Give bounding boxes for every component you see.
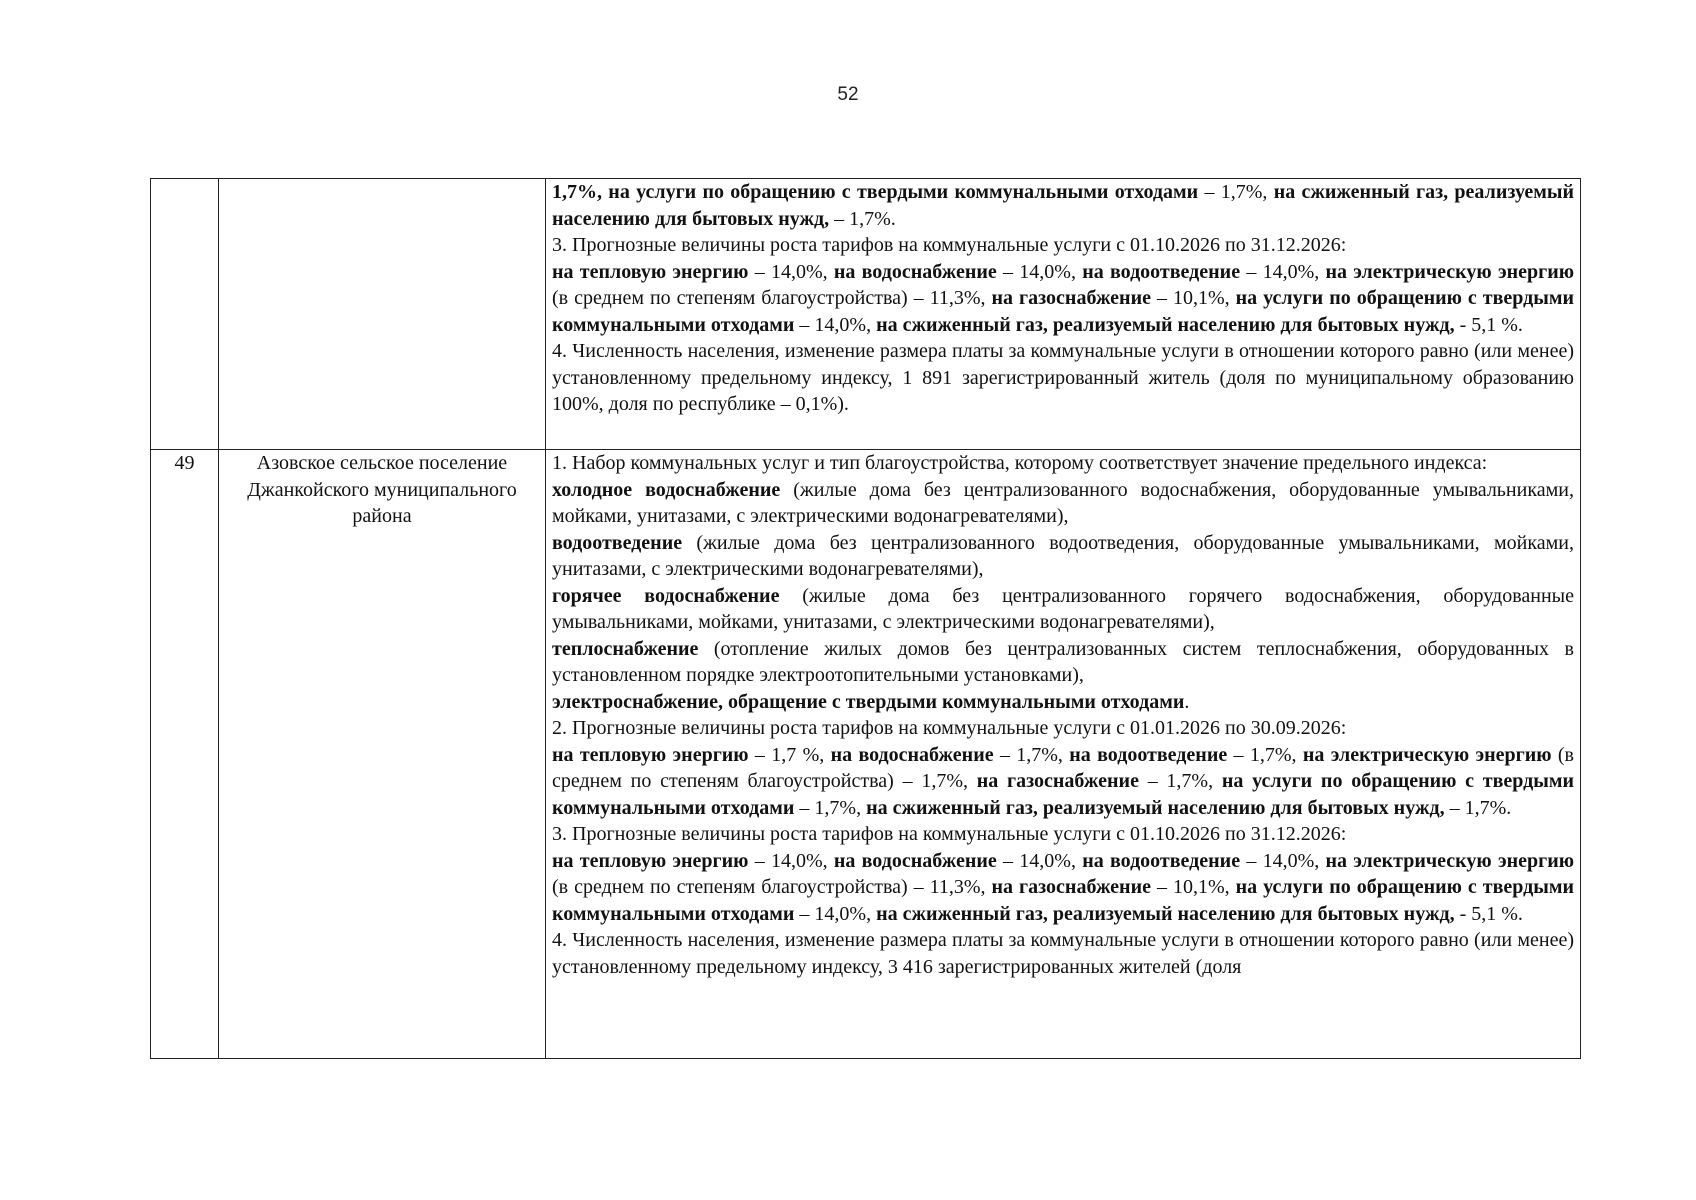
section-3-tariffs: на тепловую энергию – 14,0%, на водоснабжение – 14,0%, на водоотведение – 14,0%, на электрическую энергию (в среднем по степеням благоустройства) – 11,3%, на газоснабжение – 10,1%, на услуги по обращению с твердыми коммунальными отходами – 14,0%, на сжиженный газ, реализуемый населению для бытовых нужд, - 5,1 %.: [552, 260, 1574, 336]
section-2-tariffs: на тепловую энергию – 1,7 %, на водоснабжение – 1,7%, на водоотведение – 1,7%, на электрическую энергию (в среднем по степеням благоустройства) – 1,7%, на газоснабжение – 1,7%, на услуги по обращению с твердыми коммунальными отходами – 1,7%, на сжиженный газ, реализуемый населению для бытовых нужд, – 1,7%.: [552, 743, 1574, 819]
section-2-intro: 2. Прогнозные величины роста тарифов на коммунальные услуги с 01.01.2026 по 30.09.2026:: [552, 717, 1347, 739]
service-wastewater: водоотведение (жилые дома без централизованного водоотведения, оборудованные умывальниками, мойками, унитазами, с электрическими водонагревателями),: [552, 531, 1574, 580]
municipality-name-cell: Азовское сельское поселение Джанкойского муниципального района: [219, 450, 546, 1059]
section-4-population: 4. Численность населения, изменение размера платы за коммунальные услуги в отношении которого равно (или менее) установленному предельному индексу, 1 891 зарегистрированный житель (доля по муниципальному образованию 100%, доля по республике – 0,1%).: [552, 340, 1574, 415]
section-1-intro: 1. Набор коммунальных услуг и тип благоустройства, которому соответствует значение предельного индекса:: [552, 452, 1488, 474]
description-cell: [546, 179, 1581, 450]
section-4-population: 4. Численность населения, изменение размера платы за коммунальные услуги в отношении которого равно (или менее) установленному предельному индексу, 3 416 зарегистрированных жителей (доля: [552, 929, 1574, 978]
service-cold-water: холодное водоснабжение (жилые дома без централизованного водоснабжения, оборудованные умывальниками, мойками, унитазами, с электрическими водонагревателями),: [552, 478, 1574, 527]
service-electricity-waste: электроснабжение, обращение с твердыми коммунальными отходами.: [552, 690, 1190, 713]
page-number: 52: [837, 84, 859, 105]
section-3-intro: 3. Прогнозные величины роста тарифов на коммунальные услуги с 01.10.2026 по 31.12.2026:: [552, 234, 1347, 256]
service-heating: теплоснабжение (отопление жилых домов без централизованных систем теплоснабжения, оборудованных в установленном порядке электроотопительными установками),: [552, 637, 1574, 686]
service-hot-water: горячее водоснабжение (жилые дома без централизованного горячего водоснабжения, оборудованные умывальниками, мойками, унитазами, с электрическими водонагревателями),: [552, 584, 1574, 633]
table-row: [151, 179, 1581, 450]
section-3-tariffs: на тепловую энергию – 14,0%, на водоснабжение – 14,0%, на водоотведение – 14,0%, на электрическую энергию (в среднем по степеням благоустройства) – 11,3%, на газоснабжение – 10,1%, на услуги по обращению с твердыми коммунальными отходами – 14,0%, на сжиженный газ, реализуемый населению для бытовых нужд, - 5,1 %.: [552, 849, 1574, 925]
description-cell: [546, 450, 1581, 1059]
table-row: [151, 450, 1581, 1059]
row-number-cell: [151, 179, 219, 450]
continued-paragraph: 1,7%, на услуги по обращению с твердыми коммунальными отходами – 1,7%, на сжиженный газ, реализуемый населению для бытовых нужд, – 1,7%.: [552, 181, 1574, 230]
municipality-name-cell: [219, 179, 546, 450]
section-3-intro: 3. Прогнозные величины роста тарифов на коммунальные услуги с 01.10.2026 по 31.12.2026:: [552, 823, 1347, 845]
row-number-cell: 49: [151, 450, 219, 1059]
tariff-table: [150, 178, 1581, 1059]
